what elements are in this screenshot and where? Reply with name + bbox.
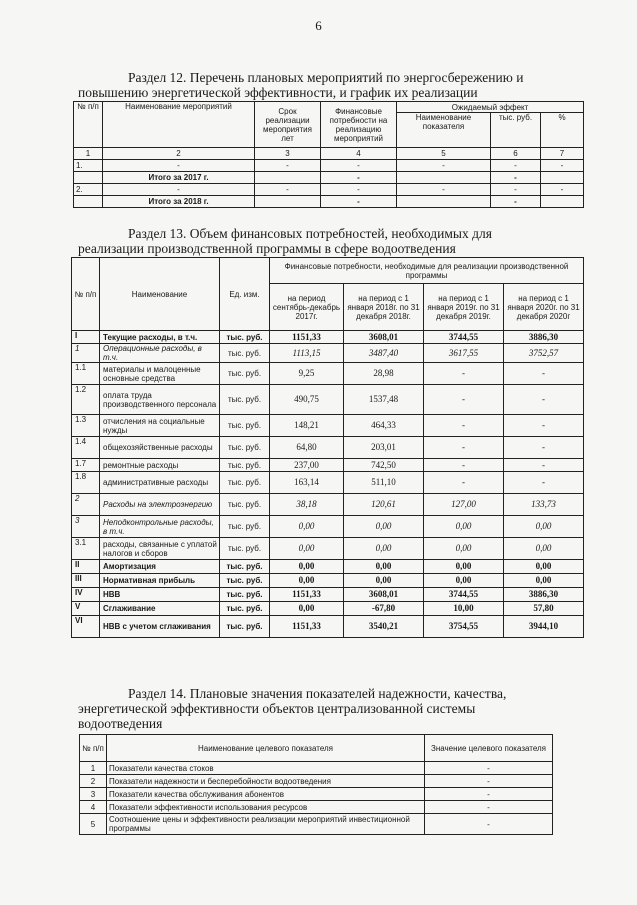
row-value: - [425,762,553,775]
row-num: 2 [80,775,107,788]
row-value: 64,80 [270,437,344,459]
header-term: Срок реализации мероприятия лет [255,102,321,148]
row-value: 28,98 [344,363,424,385]
row-num: VI [72,616,100,638]
row-unit: тыс. руб. [220,616,270,638]
row-term: - [255,184,321,196]
row-value: 0,00 [424,560,504,574]
row-value: 1151,33 [270,616,344,638]
row-num: 1.2 [72,385,100,415]
row-term [255,172,321,184]
row-unit: тыс. руб. [220,459,270,472]
header-period-1: на период сентябрь-декабрь 2017г. [270,284,344,331]
row-value: 237,00 [270,459,344,472]
row-value: 9,25 [270,363,344,385]
row-num: 4 [80,801,107,814]
row-value: 0,00 [344,574,424,588]
header-period-4: на период с 1 января 2020г. по 31 декабря 2020г [504,284,584,331]
row-value: 3886,30 [504,588,584,602]
header-finance: Финансовые потребности, необходимые для реализации производственной программы [270,258,584,284]
row-value: - [424,437,504,459]
row-value: 0,00 [424,538,504,560]
row-fin: - [321,184,397,196]
header-period-3: на период с 1 января 2019г. по 31 декабря 2019г. [424,284,504,331]
row-num: 1 [80,762,107,775]
row-value: 464,33 [344,415,424,437]
row-value: 0,00 [270,574,344,588]
row-value: 742,50 [344,459,424,472]
header-name: Наименование [100,258,220,331]
row-value: 3944,10 [504,616,584,638]
row-value: 127,00 [424,494,504,516]
table-row [80,801,553,814]
row-ind [397,172,491,184]
table-row [72,344,584,363]
row-term: - [255,160,321,172]
index-row [74,148,584,160]
row-value: 3608,01 [344,588,424,602]
row-value: - [425,814,553,835]
section-14-table [79,734,553,835]
section-12-title [78,70,572,100]
row-value: 0,00 [504,538,584,560]
row-value: 0,00 [424,516,504,538]
row-value: 3754,55 [424,616,504,638]
section-14-body [80,762,553,835]
row-name: общехозяйственные расходы [100,437,220,459]
row-name: Показатели эффективности использования ресурсов [107,801,425,814]
row-num: 1. [74,160,103,172]
row-unit: тыс. руб. [220,494,270,516]
index-cell: 4 [321,148,397,160]
row-value: 3487,40 [344,344,424,363]
row-name: Показатели качества обслуживания абонентов [107,788,425,801]
row-value: - [504,363,584,385]
index-cell: 1 [74,148,103,160]
table-row [74,184,584,196]
row-value: 1151,33 [270,331,344,344]
section-13-title [78,226,572,256]
row-num: V [72,602,100,616]
row-unit: тыс. руб. [220,602,270,616]
row-rub: - [491,172,541,184]
row-value: - [424,472,504,494]
row-value: - [424,363,504,385]
row-value: - [504,472,584,494]
row-value: 0,00 [504,574,584,588]
header-name: Наименование мероприятий [103,102,255,148]
row-ind: - [397,184,491,196]
section-14-title-line1: Раздел 14. Плановые значения показателей надежности, качества, [128,686,507,701]
row-name: Итого за 2017 г. [103,172,255,184]
row-name: Показатели надежности и бесперебойности водоотведения [107,775,425,788]
row-num: 1.8 [72,472,100,494]
section-14-title-line2: энергетической эффективности объектов централизованной системы [78,701,476,716]
row-unit: тыс. руб. [220,363,270,385]
header-rub: тыс. руб. [491,113,541,148]
row-unit: тыс. руб. [220,560,270,574]
row-num: 3 [80,788,107,801]
row-value: - [504,415,584,437]
row-value: 1537,48 [344,385,424,415]
row-term [255,196,321,208]
table-row-total [74,196,584,208]
section-13-body [72,331,584,638]
header-finance: Финансовые потребности на реализацию мероприятий [321,102,397,148]
table-row [72,385,584,415]
row-value: 0,00 [504,560,584,574]
row-unit: тыс. руб. [220,385,270,415]
row-value: 490,75 [270,385,344,415]
row-rub: - [491,196,541,208]
row-value: -67,80 [344,602,424,616]
table-row [80,814,553,835]
header-effect: Ожидаемый эффект [397,102,584,113]
row-pct [541,172,584,184]
row-ind: - [397,160,491,172]
row-name: ремонтные расходы [100,459,220,472]
section-14-title [78,686,572,731]
row-num: IV [72,588,100,602]
header-num: № п/п [74,102,103,148]
row-name: НВВ с учетом сглаживания [100,616,220,638]
row-num: 1 [72,344,100,363]
row-pct: - [541,160,584,172]
row-value: - [424,459,504,472]
row-name: Операционные расходы, в т.ч. [100,344,220,363]
row-num: 1.4 [72,437,100,459]
row-pct: - [541,184,584,196]
row-value: 0,00 [270,516,344,538]
row-num: 3.1 [72,538,100,560]
row-value: 3752,57 [504,344,584,363]
row-value: - [425,775,553,788]
row-name: Текущие расходы, в т.ч. [100,331,220,344]
row-value: 0,00 [344,538,424,560]
table-row [72,363,584,385]
row-value: - [504,437,584,459]
row-unit: тыс. руб. [220,344,270,363]
row-value: 38,18 [270,494,344,516]
row-name: Расходы на электроэнергию [100,494,220,516]
table-row [72,494,584,516]
row-num [74,172,103,184]
row-value: - [504,459,584,472]
section-13-title-line1: Раздел 13. Объем финансовых потребностей, необходимых для [128,226,492,241]
row-value: 3608,01 [344,331,424,344]
row-value: 3617,55 [424,344,504,363]
header-num: № п/п [80,735,107,762]
table-row [80,775,553,788]
section-13-title-line2: реализации производственной программы в сфере водоотведения [78,241,456,256]
row-value: 0,00 [270,538,344,560]
header-pct: % [541,113,584,148]
section-12-title-line1: Раздел 12. Перечень плановых мероприятий по энергосбережению и [128,70,524,85]
table-row [80,788,553,801]
row-name: НВВ [100,588,220,602]
row-num: 2 [72,494,100,516]
table-row [72,437,584,459]
row-name: Нормативная прибыль [100,574,220,588]
table-row-total [74,172,584,184]
table-row [72,331,584,344]
index-cell: 7 [541,148,584,160]
row-rub: - [491,184,541,196]
row-num: I [72,331,100,344]
row-value: 0,00 [270,560,344,574]
row-value: 0,00 [270,602,344,616]
row-value: - [424,385,504,415]
section-14-title-line3: водоотведения [78,716,163,731]
row-value: 133,73 [504,494,584,516]
row-fin: - [321,160,397,172]
row-unit: тыс. руб. [220,331,270,344]
row-value: - [425,788,553,801]
index-cell: 3 [255,148,321,160]
row-value: 10,00 [424,602,504,616]
row-fin: - [321,196,397,208]
table-row [72,574,584,588]
table-row [72,472,584,494]
row-name: - [103,160,255,172]
table-row [72,602,584,616]
table-row [72,538,584,560]
row-value: 0,00 [344,560,424,574]
table-row [72,588,584,602]
row-unit: тыс. руб. [220,437,270,459]
row-name: Сглаживание [100,602,220,616]
row-value: 3540,21 [344,616,424,638]
row-value: - [504,385,584,415]
header-num: № п/п [72,258,100,331]
row-value: 3744,55 [424,331,504,344]
table-row [72,616,584,638]
row-value: 148,21 [270,415,344,437]
section-13-table [71,257,584,638]
header-unit: Ед. изм. [220,258,270,331]
section-12-title-line2: повышению энергетической эффективности, и график их реализации [78,85,478,100]
row-value: 163,14 [270,472,344,494]
row-unit: тыс. руб. [220,588,270,602]
row-name: Соотношение цены и эффективности реализации мероприятий инвестиционной программы [107,814,425,835]
row-value: 511,10 [344,472,424,494]
row-value: - [425,801,553,814]
row-value: 1113,15 [270,344,344,363]
header-period-2: на период с 1 января 2018г. по 31 декабря 2018г. [344,284,424,331]
index-cell: 2 [103,148,255,160]
row-num: 1.3 [72,415,100,437]
table-row [80,762,553,775]
row-num: 1.1 [72,363,100,385]
row-value: - [424,415,504,437]
table-row [72,560,584,574]
row-unit: тыс. руб. [220,415,270,437]
row-unit: тыс. руб. [220,538,270,560]
table-row [72,516,584,538]
row-num: III [72,574,100,588]
row-value: 0,00 [344,516,424,538]
row-ind [397,196,491,208]
row-value: 203,01 [344,437,424,459]
row-name: расходы, связанные с уплатой налогов и сборов [100,538,220,560]
index-cell: 6 [491,148,541,160]
row-value: 3744,55 [424,588,504,602]
row-value: 0,00 [424,574,504,588]
row-name: Амортизация [100,560,220,574]
table-row [74,160,584,172]
header-name: Наименование целевого показателя [107,735,425,762]
row-unit: тыс. руб. [220,472,270,494]
row-pct [541,196,584,208]
row-name: административные расходы [100,472,220,494]
row-num: 3 [72,516,100,538]
page-number: 6 [315,18,322,33]
row-num: II [72,560,100,574]
row-value: 3886,30 [504,331,584,344]
table-row [72,415,584,437]
header-value: Значение целевого показателя [425,735,553,762]
row-name: материалы и малоценные основные средства [100,363,220,385]
row-name: Итого за 2018 г. [103,196,255,208]
row-num [74,196,103,208]
row-rub: - [491,160,541,172]
row-value: 57,80 [504,602,584,616]
section-12-table [73,101,584,208]
row-value: 120,61 [344,494,424,516]
row-value: 0,00 [504,516,584,538]
row-value: 1151,33 [270,588,344,602]
row-name: оплата труда производственного персонала [100,385,220,415]
row-name: отчисления на социальные нужды [100,415,220,437]
row-name: Неподконтрольные расходы, в т.ч. [100,516,220,538]
row-num: 2. [74,184,103,196]
row-name: Показатели качества стоков [107,762,425,775]
header-indicator: Наименование показателя [397,113,491,148]
row-num: 5 [80,814,107,835]
index-cell: 5 [397,148,491,160]
table-row [72,459,584,472]
row-name: - [103,184,255,196]
row-fin: - [321,172,397,184]
row-unit: тыс. руб. [220,516,270,538]
row-num: 1.7 [72,459,100,472]
row-unit: тыс. руб. [220,574,270,588]
